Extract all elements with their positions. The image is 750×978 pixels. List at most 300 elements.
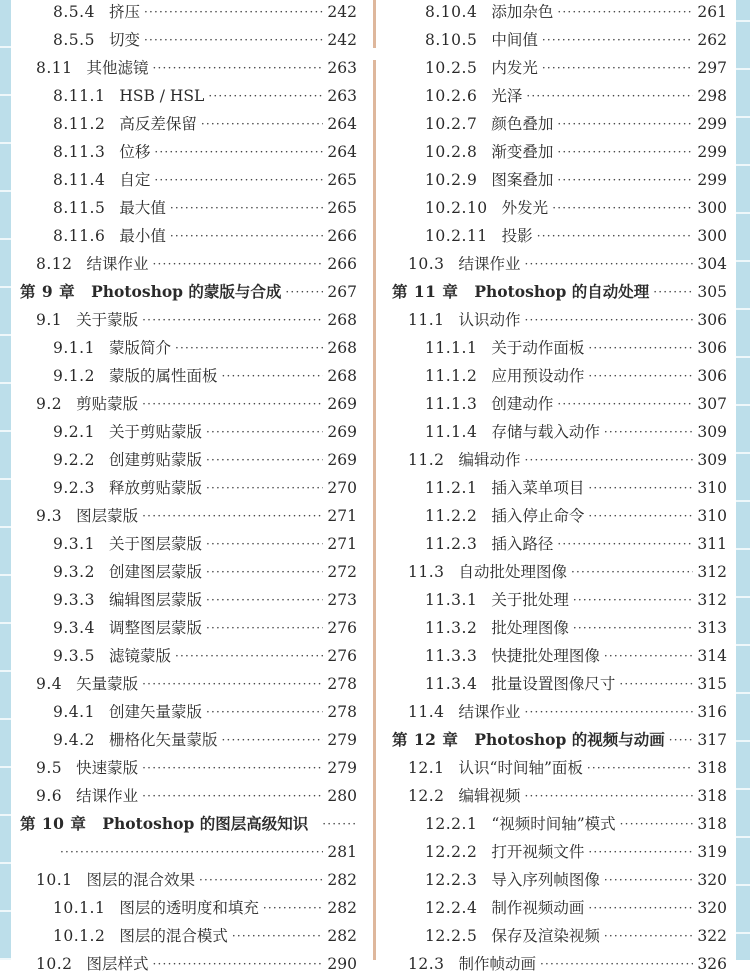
- section-number: 8.5.5: [53, 31, 95, 49]
- toc-entry[interactable]: [20, 894, 357, 922]
- section-title: “视频时间轴”模式: [491, 815, 616, 833]
- section-title: 渐变叠加: [491, 143, 554, 161]
- dot-leader: [588, 838, 693, 866]
- section-title: 蒙版简介: [108, 339, 171, 357]
- toc-entry[interactable]: [20, 838, 357, 866]
- page-number: 242: [327, 3, 357, 21]
- section-number: 8.11.1: [53, 87, 106, 105]
- section-title: 存储与载入动作: [491, 423, 600, 441]
- toc-entry[interactable]: [20, 614, 357, 642]
- dot-leader: [526, 82, 693, 110]
- toc-entry[interactable]: [392, 614, 727, 642]
- section-title: 图层的混合模式: [119, 927, 228, 945]
- dot-leader: [206, 530, 323, 558]
- toc-entry[interactable]: [20, 362, 357, 390]
- dot-leader: [542, 54, 694, 82]
- section-number: 11.3.3: [425, 647, 478, 665]
- section-number: 11.3.1: [425, 591, 478, 609]
- section-title: 创建矢量蒙版: [108, 703, 202, 721]
- page-number: 280: [327, 787, 357, 805]
- section-number: 12.2: [408, 787, 445, 805]
- toc-entry[interactable]: [20, 82, 357, 110]
- page-number: 269: [327, 395, 357, 413]
- dot-leader: [206, 418, 323, 446]
- dot-leader: [653, 278, 693, 306]
- dot-leader: [144, 26, 323, 54]
- dot-leader: [525, 698, 694, 726]
- toc-entry[interactable]: [392, 866, 727, 894]
- dot-leader: [604, 922, 694, 950]
- section-number: 11.3: [408, 563, 445, 581]
- toc-entry[interactable]: [20, 726, 357, 754]
- dot-leader: [557, 0, 693, 26]
- section-number: 11.1.1: [425, 339, 478, 357]
- dot-leader: [322, 810, 356, 838]
- section-title: 图层蒙版: [76, 507, 139, 525]
- toc-entry[interactable]: [392, 222, 727, 250]
- toc-entry[interactable]: [20, 922, 357, 950]
- dot-leader: [206, 586, 323, 614]
- section-title: Photoshop 的视频与动画: [474, 730, 665, 749]
- dot-leader: [263, 894, 324, 922]
- section-number: 9.5: [36, 759, 63, 777]
- dot-leader: [221, 726, 323, 754]
- section-title: 插入路径: [491, 535, 554, 553]
- section-number: 10.1: [36, 871, 73, 889]
- section-number: 9.4: [36, 675, 63, 693]
- toc-entry[interactable]: [392, 362, 727, 390]
- dot-leader: [525, 782, 694, 810]
- section-number: 11.1.2: [425, 367, 478, 385]
- section-number: 第 9 章: [20, 282, 76, 301]
- section-title: 光泽: [491, 87, 523, 105]
- toc-entry[interactable]: [392, 950, 727, 978]
- page-number: 272: [327, 563, 357, 581]
- section-title: 投影: [501, 227, 533, 245]
- section-title: 打开视频文件: [491, 843, 585, 861]
- left-edge-stripe: [0, 0, 11, 960]
- toc-entry[interactable]: [20, 782, 357, 810]
- section-title: HSB / HSL: [119, 87, 205, 105]
- section-title: 蒙版的属性面板: [108, 367, 218, 385]
- page-number: 318: [697, 787, 727, 805]
- page-number: 290: [327, 955, 357, 973]
- dot-leader: [232, 922, 324, 950]
- dot-leader: [587, 754, 694, 782]
- dot-leader: [144, 0, 323, 26]
- toc-entry[interactable]: [20, 194, 357, 222]
- toc-entry[interactable]: [20, 558, 357, 586]
- section-title: Photoshop 的蒙版与合成: [91, 282, 282, 301]
- toc-entry[interactable]: [392, 670, 727, 698]
- dot-leader: [604, 642, 694, 670]
- section-title: 释放剪贴蒙版: [108, 479, 202, 497]
- page-number: 265: [327, 171, 357, 189]
- page-number: 264: [327, 143, 357, 161]
- toc-entry[interactable]: [20, 110, 357, 138]
- page-number: 309: [697, 423, 727, 441]
- toc-entry[interactable]: [392, 782, 727, 810]
- section-number: 8.5.4: [53, 3, 95, 21]
- toc-entry[interactable]: [392, 334, 727, 362]
- dot-leader: [170, 222, 324, 250]
- dot-leader: [142, 306, 323, 334]
- section-title: 关于批处理: [491, 591, 569, 609]
- section-number: 8.10.5: [425, 31, 478, 49]
- page-number: 282: [327, 927, 357, 945]
- section-title: 编辑图层蒙版: [108, 591, 202, 609]
- section-number: 9.3.5: [53, 647, 95, 665]
- toc-entry[interactable]: [20, 278, 357, 306]
- section-title: 认识动作: [458, 311, 521, 329]
- page-number: 306: [697, 311, 727, 329]
- section-title: 图层样式: [86, 955, 149, 973]
- page-number: 311: [697, 535, 727, 553]
- section-number: 11.2.1: [425, 479, 478, 497]
- dot-leader: [206, 558, 323, 586]
- page-number: 316: [697, 703, 727, 721]
- dot-leader: [206, 474, 323, 502]
- section-number: 11.1.4: [425, 423, 478, 441]
- page-number: 318: [697, 759, 727, 777]
- dot-leader: [573, 586, 694, 614]
- dot-leader: [588, 474, 693, 502]
- section-number: 第 10 章: [20, 814, 87, 833]
- section-number: 9.2.2: [53, 451, 95, 469]
- section-number: 11.3.2: [425, 619, 478, 637]
- page-number: 276: [327, 619, 357, 637]
- toc-entry[interactable]: [20, 586, 357, 614]
- page-number: 268: [327, 339, 357, 357]
- page-number: 282: [327, 899, 357, 917]
- page-number: 305: [697, 283, 727, 301]
- dot-leader: [142, 782, 323, 810]
- section-number: 9.3.3: [53, 591, 95, 609]
- section-number: 10.2: [36, 955, 73, 973]
- section-number: 8.11.3: [53, 143, 106, 161]
- page-number: 312: [697, 563, 727, 581]
- page-number: 266: [327, 255, 357, 273]
- dot-leader: [206, 446, 323, 474]
- toc-entry[interactable]: [392, 166, 727, 194]
- dot-leader: [573, 614, 694, 642]
- toc-entry[interactable]: [392, 698, 727, 726]
- dot-leader: [588, 334, 693, 362]
- section-number: 9.1.2: [53, 367, 95, 385]
- section-number: 10.2.6: [425, 87, 478, 105]
- section-number: 10.3: [408, 255, 445, 273]
- page-number: 318: [697, 815, 727, 833]
- page-number: 309: [697, 451, 727, 469]
- toc-entry[interactable]: [20, 54, 357, 82]
- section-title: 矢量蒙版: [76, 675, 139, 693]
- dot-leader: [557, 138, 693, 166]
- section-number: 9.1.1: [53, 339, 95, 357]
- page-number: 270: [327, 479, 357, 497]
- section-title: 结课作业: [458, 703, 521, 721]
- toc-entry[interactable]: [20, 446, 357, 474]
- page-number: 314: [697, 647, 727, 665]
- section-title: 结课作业: [76, 787, 139, 805]
- section-title: 高反差保留: [119, 115, 197, 133]
- toc-entry[interactable]: [392, 922, 727, 950]
- section-title: 其他滤镜: [86, 59, 149, 77]
- toc-entry[interactable]: [392, 586, 727, 614]
- toc-entry[interactable]: [20, 866, 357, 894]
- section-title: 制作帧动画: [458, 955, 537, 973]
- section-number: 8.11: [36, 59, 73, 77]
- section-title: 创建动作: [491, 395, 554, 413]
- section-number: 12.2.2: [425, 843, 478, 861]
- page-number: 319: [697, 843, 727, 861]
- page-number: 304: [697, 255, 727, 273]
- section-number: 9.4.1: [53, 703, 95, 721]
- dot-leader: [221, 362, 323, 390]
- dot-leader: [557, 390, 693, 418]
- dot-leader: [60, 838, 323, 866]
- section-number: 9.2.1: [53, 423, 95, 441]
- section-number: 12.2.4: [425, 899, 478, 917]
- dot-leader: [552, 194, 693, 222]
- toc-entry[interactable]: [392, 250, 727, 278]
- section-number: 第 12 章: [392, 730, 459, 749]
- toc-entry[interactable]: [392, 26, 727, 54]
- toc-entry[interactable]: [20, 250, 357, 278]
- page-number: 320: [697, 871, 727, 889]
- dot-leader: [557, 530, 693, 558]
- dot-leader: [588, 362, 693, 390]
- dot-leader: [142, 754, 323, 782]
- section-title: 自动批处理图像: [458, 563, 568, 581]
- toc-entry[interactable]: [20, 306, 357, 334]
- page-number: 264: [327, 115, 357, 133]
- toc-entry[interactable]: [20, 0, 357, 26]
- page-number: 271: [327, 507, 357, 525]
- dot-leader: [206, 614, 323, 642]
- section-title: 制作视频动画: [491, 899, 585, 917]
- page-number: 279: [327, 759, 357, 777]
- toc-entry[interactable]: [20, 418, 357, 446]
- toc-entry[interactable]: [20, 642, 357, 670]
- page-number: 276: [327, 647, 357, 665]
- section-number: 9.3.4: [53, 619, 95, 637]
- page-number: 299: [697, 143, 727, 161]
- dot-leader: [557, 166, 693, 194]
- section-title: 调整图层蒙版: [108, 619, 202, 637]
- page-number: 281: [327, 843, 357, 861]
- section-title: 图层的透明度和填充: [119, 899, 259, 917]
- section-number: 8.11.5: [53, 199, 106, 217]
- column-divider: [373, 60, 376, 960]
- toc-entry[interactable]: [392, 194, 727, 222]
- toc-entry[interactable]: [392, 726, 727, 754]
- toc-entry[interactable]: [392, 390, 727, 418]
- toc-entry[interactable]: [392, 278, 727, 306]
- section-title: 批量设置图像尺寸: [491, 675, 616, 693]
- toc-entry[interactable]: [20, 26, 357, 54]
- toc-entry[interactable]: [392, 642, 727, 670]
- section-number: 9.6: [36, 787, 63, 805]
- toc-entry[interactable]: [392, 530, 727, 558]
- section-title: 创建剪贴蒙版: [108, 451, 202, 469]
- page-number: 326: [697, 955, 727, 973]
- section-title: 保存及渲染视频: [491, 927, 600, 945]
- dot-leader: [540, 950, 693, 978]
- toc-entry[interactable]: [392, 810, 727, 838]
- section-title: 外发光: [501, 199, 549, 217]
- page-number: 299: [697, 171, 727, 189]
- toc-entry[interactable]: [392, 306, 727, 334]
- dot-leader: [199, 866, 323, 894]
- section-number: 8.11.6: [53, 227, 106, 245]
- page-number: 279: [327, 731, 357, 749]
- toc-entry[interactable]: [392, 110, 727, 138]
- section-number: 9.2: [36, 395, 63, 413]
- dot-leader: [571, 558, 693, 586]
- section-title: 最小值: [119, 227, 166, 245]
- section-title: 导入序列帧图像: [491, 871, 600, 889]
- toc-entry[interactable]: [20, 754, 357, 782]
- page-number: 261: [697, 3, 727, 21]
- toc-entry[interactable]: [392, 418, 727, 446]
- page-number: 242: [327, 31, 357, 49]
- dot-leader: [525, 306, 694, 334]
- section-title: 最大值: [119, 199, 166, 217]
- section-number: 12.3: [408, 955, 445, 973]
- section-title: 创建图层蒙版: [108, 563, 202, 581]
- page-number: 320: [697, 899, 727, 917]
- toc-entry[interactable]: [20, 502, 357, 530]
- toc-entry[interactable]: [20, 530, 357, 558]
- section-number: 12.2.5: [425, 927, 478, 945]
- column-divider-top: [373, 0, 376, 48]
- section-title: 快速蒙版: [76, 759, 139, 777]
- dot-leader: [285, 278, 323, 306]
- page-number: 315: [697, 675, 727, 693]
- toc-entry[interactable]: [392, 138, 727, 166]
- section-number: 10.2.10: [425, 199, 488, 217]
- section-number: 9.1: [36, 311, 63, 329]
- section-title: 位移: [119, 143, 151, 161]
- section-number: 8.12: [36, 255, 73, 273]
- page-number: 269: [327, 451, 357, 469]
- toc-entry[interactable]: [20, 950, 357, 978]
- toc-entry[interactable]: [20, 698, 357, 726]
- page-number: 312: [697, 591, 727, 609]
- toc-entry[interactable]: [392, 54, 727, 82]
- section-title: 应用预设动作: [491, 367, 585, 385]
- section-number: 12.2.3: [425, 871, 478, 889]
- dot-leader: [153, 54, 324, 82]
- section-number: 11.3.4: [425, 675, 478, 693]
- dot-leader: [525, 446, 694, 474]
- section-title: 结课作业: [458, 255, 521, 273]
- section-title: Photoshop 的图层高级知识: [102, 814, 309, 833]
- section-title: 编辑动作: [458, 451, 521, 469]
- page-number: 322: [697, 927, 727, 945]
- page-number: 306: [697, 339, 727, 357]
- dot-leader: [619, 670, 693, 698]
- dot-leader: [588, 894, 693, 922]
- toc-entry[interactable]: [20, 334, 357, 362]
- toc-entry[interactable]: [20, 138, 357, 166]
- toc-entry[interactable]: [392, 754, 727, 782]
- toc-entry[interactable]: [392, 558, 727, 586]
- page-number: 299: [697, 115, 727, 133]
- section-number: 8.11.4: [53, 171, 106, 189]
- section-title: 关于剪贴蒙版: [108, 423, 202, 441]
- page-number: 263: [327, 59, 357, 77]
- toc-entry[interactable]: [20, 670, 357, 698]
- dot-leader: [170, 194, 324, 222]
- toc-entry[interactable]: [392, 0, 727, 26]
- dot-leader: [153, 250, 324, 278]
- toc-entry[interactable]: [20, 222, 357, 250]
- section-number: 9.3.2: [53, 563, 95, 581]
- section-title: 切变: [108, 31, 140, 49]
- toc-entry[interactable]: [20, 474, 357, 502]
- toc-entry[interactable]: [392, 502, 727, 530]
- page-number: 262: [697, 31, 727, 49]
- section-title: 中间值: [491, 31, 538, 49]
- page-number: 317: [697, 731, 727, 749]
- page-number: 266: [327, 227, 357, 245]
- section-number: 11.1.3: [425, 395, 478, 413]
- toc-entry[interactable]: [392, 894, 727, 922]
- dot-leader: [142, 670, 323, 698]
- section-title: 剪贴蒙版: [76, 395, 139, 413]
- section-title: 滤镜蒙版: [108, 647, 171, 665]
- section-title: 关于蒙版: [76, 311, 139, 329]
- dot-leader: [620, 810, 694, 838]
- section-number: 12.2.1: [425, 815, 478, 833]
- page-number: 268: [327, 367, 357, 385]
- section-number: 第 11 章: [392, 282, 459, 301]
- toc-entry[interactable]: [392, 82, 727, 110]
- section-number: 9.4.2: [53, 731, 95, 749]
- page-number: 268: [327, 311, 357, 329]
- page-number: 306: [697, 367, 727, 385]
- dot-leader: [604, 866, 694, 894]
- toc-entry[interactable]: [20, 166, 357, 194]
- page-number: 271: [327, 535, 357, 553]
- section-number: 12.1: [408, 759, 445, 777]
- page-number: 297: [697, 59, 727, 77]
- section-number: 10.2.9: [425, 171, 478, 189]
- toc-entry[interactable]: [20, 810, 357, 838]
- page-number: 278: [327, 675, 357, 693]
- section-number: 9.3.1: [53, 535, 95, 553]
- dot-leader: [588, 502, 693, 530]
- dot-leader: [669, 726, 694, 754]
- section-title: 内发光: [491, 59, 538, 77]
- page-number: 282: [327, 871, 357, 889]
- page-number: 278: [327, 703, 357, 721]
- toc-entry[interactable]: [392, 446, 727, 474]
- section-number: 10.1.2: [53, 927, 106, 945]
- section-title: 关于图层蒙版: [108, 535, 202, 553]
- toc-entry[interactable]: [392, 474, 727, 502]
- toc-entry[interactable]: [392, 838, 727, 866]
- toc-entry[interactable]: [20, 390, 357, 418]
- section-number: 11.2: [408, 451, 445, 469]
- section-title: Photoshop 的自动处理: [474, 282, 650, 301]
- page-number: 265: [327, 199, 357, 217]
- section-number: 11.2.2: [425, 507, 478, 525]
- page-number: 300: [697, 227, 727, 245]
- section-title: 结课作业: [86, 255, 149, 273]
- toc-left-column: [20, 0, 357, 978]
